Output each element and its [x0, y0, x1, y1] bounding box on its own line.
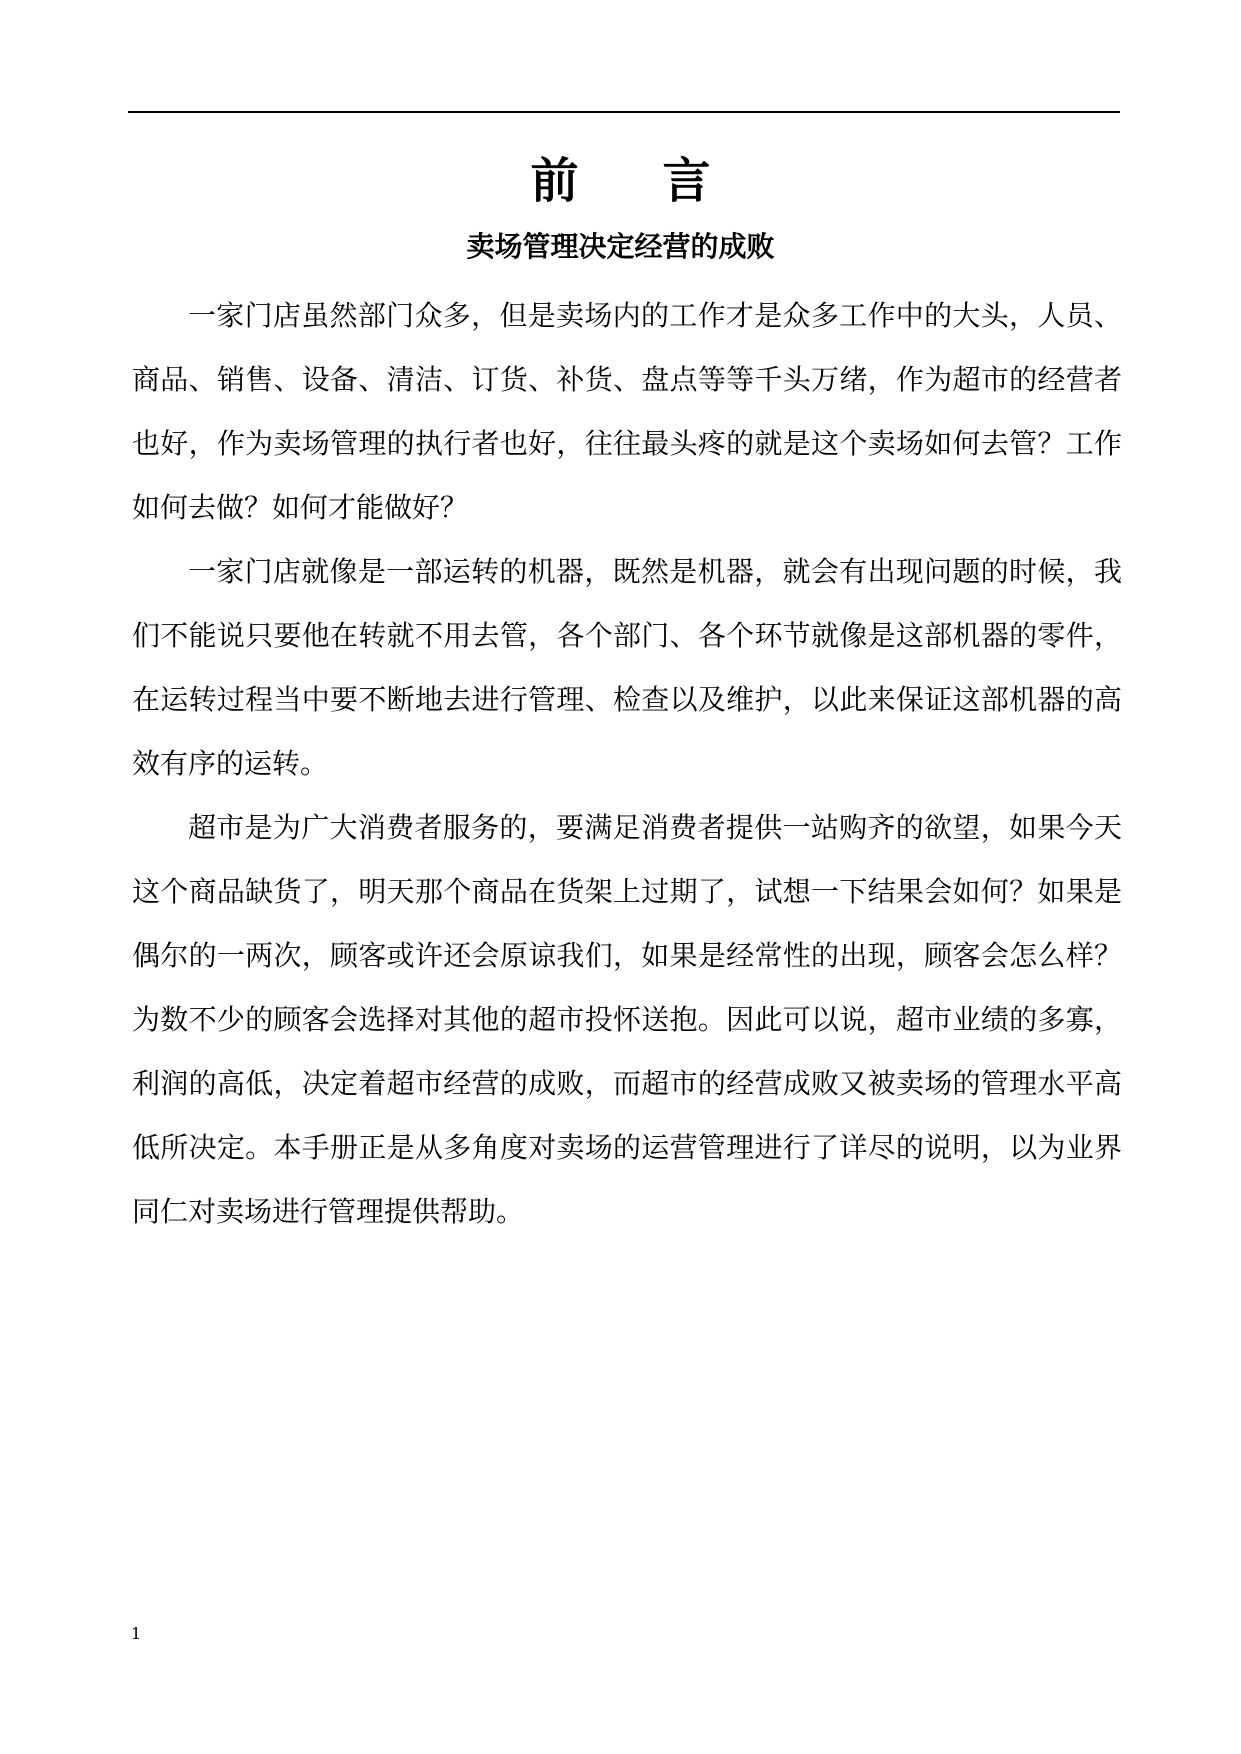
paragraph-1: 一家门店虽然部门众多，但是卖场内的工作才是众多工作中的大头，人员、商品、销售、设备、清洁、订货、补货、盘点等等千头万绪，作为超市的经营者也好，作为卖场管理的执行者也好，往往最头疼的就是这个卖场如何去管？工作如何去做？如何才能做好？: [132, 299, 1122, 524]
page-title: 前言: [530, 153, 795, 209]
header-rule: [128, 111, 1120, 113]
body-text: [132, 284, 1122, 1244]
page-subtitle: 卖场管理决定经营的成败: [466, 230, 775, 263]
page-number: 1: [131, 1624, 142, 1643]
paragraph-3: 超市是为广大消费者服务的，要满足消费者提供一站购齐的欲望，如果今天这个商品缺货了，明天那个商品在货架上过期了，试想一下结果会如何？如果是偶尔的一两次，顾客或许还会原谅我们，如果是经常性的出现，顾客会怎么样？为数不少的顾客会选择对其他的超市投怀送抱。因此可以说，超市业绩的多寡，利润的高低，决定着超市经营的成败，而超市的经营成败又被卖场的管理水平高低所决定。本手册正是从多角度对卖场的运营管理进行了详尽的说明，以为业界同仁对卖场进行管理提供帮助。: [132, 811, 1122, 1228]
paragraph-2: 一家门店就像是一部运转的机器，既然是机器，就会有出现问题的时候，我们不能说只要他在转就不用去管，各个部门、各个环节就像是这部机器的零件，在运转过程当中要不断地去进行管理、检查以及维护，以此来保证这部机器的高效有序的运转。: [132, 555, 1122, 780]
